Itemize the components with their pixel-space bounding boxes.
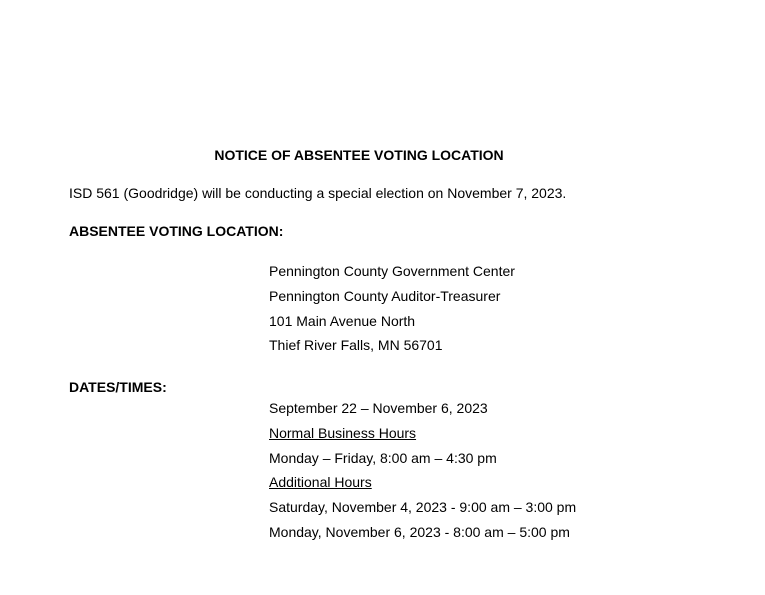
additional-hours-heading: Additional Hours	[269, 474, 372, 491]
additional-hours-saturday: Saturday, November 4, 2023 - 9:00 am – 3:00 pm	[269, 499, 577, 516]
address-block	[269, 261, 515, 360]
date-range: September 22 – November 6, 2023	[269, 400, 488, 416]
dates-label: DATES/TIMES:	[69, 379, 167, 395]
normal-hours: Monday – Friday, 8:00 am – 4:30 pm	[269, 449, 497, 466]
location-label: ABSENTEE VOTING LOCATION:	[69, 223, 284, 239]
dates-block	[269, 398, 576, 547]
address-line-4: Thief River Falls, MN 56701	[269, 337, 443, 354]
notice-title: NOTICE OF ABSENTEE VOTING LOCATION	[214, 147, 504, 163]
address-line-2: Pennington County Auditor-Treasurer	[269, 287, 501, 304]
intro-paragraph: ISD 561 (Goodridge) will be conducting a special election on November 7, 2023.	[69, 185, 567, 201]
address-line-1: Pennington County Government Center	[269, 263, 515, 279]
address-line-3: 101 Main Avenue North	[269, 312, 416, 329]
additional-hours-monday: Monday, November 6, 2023 - 8:00 am – 5:00 pm	[269, 523, 570, 540]
normal-hours-heading: Normal Business Hours	[269, 424, 417, 441]
